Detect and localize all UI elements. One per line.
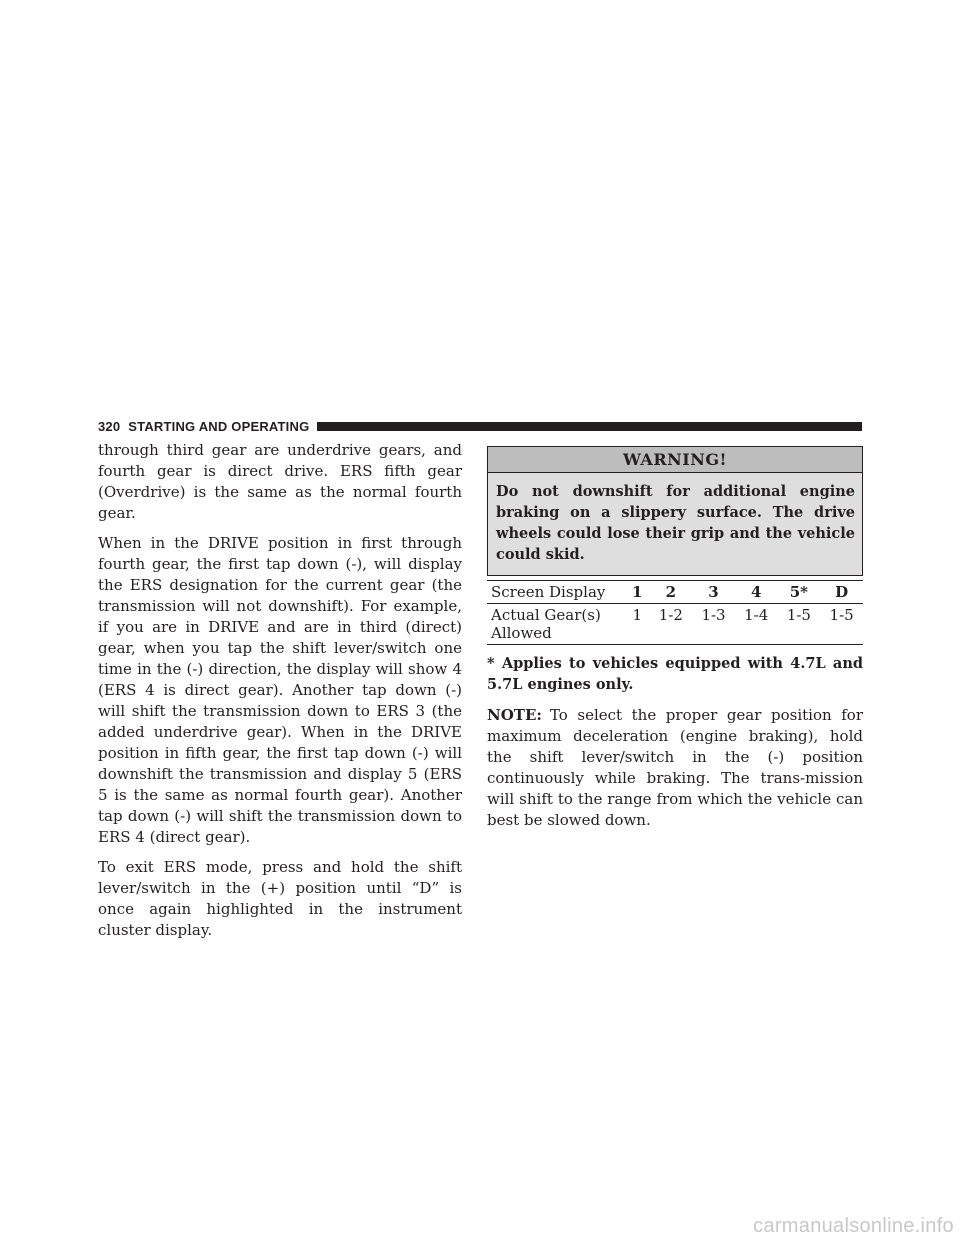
table-row [487, 604, 863, 645]
table-header-cell: 3 [692, 581, 735, 604]
table-cell: 1-3 [692, 604, 735, 645]
note-paragraph [487, 705, 863, 831]
table-cell: 1-4 [735, 604, 778, 645]
right-column [487, 446, 863, 831]
table-cell: 1-5 [820, 604, 863, 645]
table-header-cell: 1 [625, 581, 649, 604]
left-column [98, 440, 462, 950]
table-header-label: Screen Display [487, 581, 625, 604]
table-header-cell: 4 [735, 581, 778, 604]
note-text: To select the proper gear position for maximum deceleration (engine braking), hold the shift lever/switch in the (-) position continuously while braking. The trans-mission will shift to the range from which the vehicle can best be slowed down. [487, 706, 863, 829]
warning-title: WARNING! [488, 447, 862, 473]
table-header-cell: D [820, 581, 863, 604]
paragraph-exit-ers: To exit ERS mode, press and hold the shift lever/switch in the (+) position until “D” is once again highlighted in the instrument cluster display. [98, 858, 462, 939]
table-row-label: Actual Gear(s) Allowed [487, 604, 625, 645]
page-header [98, 418, 862, 434]
warning-text: Do not downshift for additional engine braking on a slippery surface. The drive wheels could lose their grip and the vehicle could skid. [488, 473, 862, 575]
table-cell: 1 [625, 604, 649, 645]
table-cell: 1-5 [778, 604, 821, 645]
table-header-cell: 5* [778, 581, 821, 604]
gear-table [487, 580, 863, 645]
table-cell: 1-2 [649, 604, 692, 645]
paragraph-drive-position: When in the DRIVE position in first through fourth gear, the first tap down (-), will display the ERS designation for the current gear (the transmission will not downshift). For example, if you are in DRIVE and are in third (direct) gear, when you tap the shift lever/switch one time in the (-) direction, the display will show 4 (ERS 4 is direct gear). Another tap down (-) will shift the transmission down to ERS 3 (the added underdrive gear). When in the DRIVE position in fifth gear, the first tap down (-) will downshift the transmission and display 5 (ERS 5 is the same as normal fourth gear). Another tap down (-) will shift the transmission down to ERS 4 (direct gear). [98, 534, 462, 846]
header-rule [317, 422, 862, 431]
page-number: 320 [98, 418, 121, 434]
footnote: * Applies to vehicles equipped with 4.7L and 5.7L engines only. [487, 655, 863, 693]
watermark: carmanualsonline.info [753, 1215, 954, 1237]
note-label: NOTE: [487, 706, 542, 724]
paragraph-gear-types: through third gear are underdrive gears, and fourth gear is direct drive. ERS fifth gear (Overdrive) is the same as the normal fourth gear. [98, 441, 462, 522]
table-header-cell: 2 [649, 581, 692, 604]
section-title: STARTING AND OPERATING [128, 418, 310, 434]
table-header-row [487, 581, 863, 604]
warning-box [487, 446, 863, 576]
